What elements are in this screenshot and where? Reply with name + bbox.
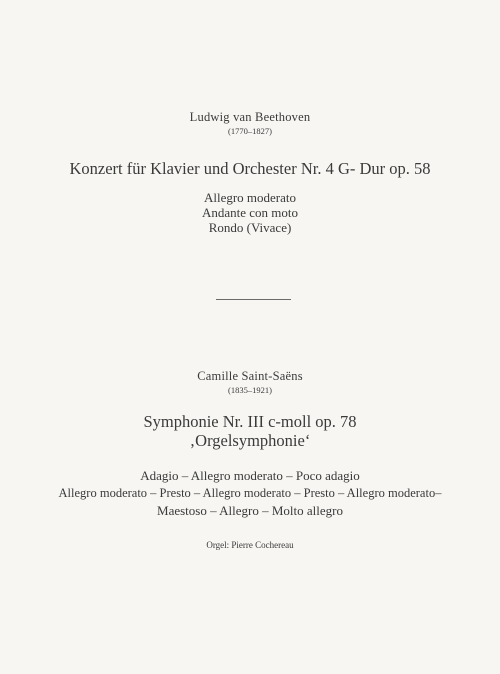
movement-3: Maestoso – Allegro – Molto allegro: [157, 503, 343, 518]
movement-2: Andante con moto: [201, 205, 299, 220]
organ-credit: Orgel: Pierre Cochereau: [206, 540, 294, 550]
work-subtitle: ‚Orgelsymphonie‘: [189, 431, 311, 450]
movement-1: Allegro moderato: [203, 190, 297, 205]
composer-dates: (1770–1827): [228, 126, 272, 136]
work-title: Konzert für Klavier und Orchester Nr. 4 G- Dur op. 58: [69, 159, 431, 178]
composer-name: Camille Saint-Saëns: [197, 369, 303, 383]
movement-3: Rondo (Vivace): [208, 220, 292, 235]
movement-2: Allegro moderato – Presto – Allegro moderato – Presto – Allegro moderato–: [58, 486, 442, 500]
work-title: Symphonie Nr. III c-moll op. 78: [143, 412, 357, 431]
section-divider: [216, 299, 291, 300]
movement-1: Adagio – Allegro moderato – Poco adagio: [140, 468, 360, 483]
composer-dates: (1835–1921): [228, 385, 272, 395]
composer-name: Ludwig van Beethoven: [189, 110, 311, 124]
